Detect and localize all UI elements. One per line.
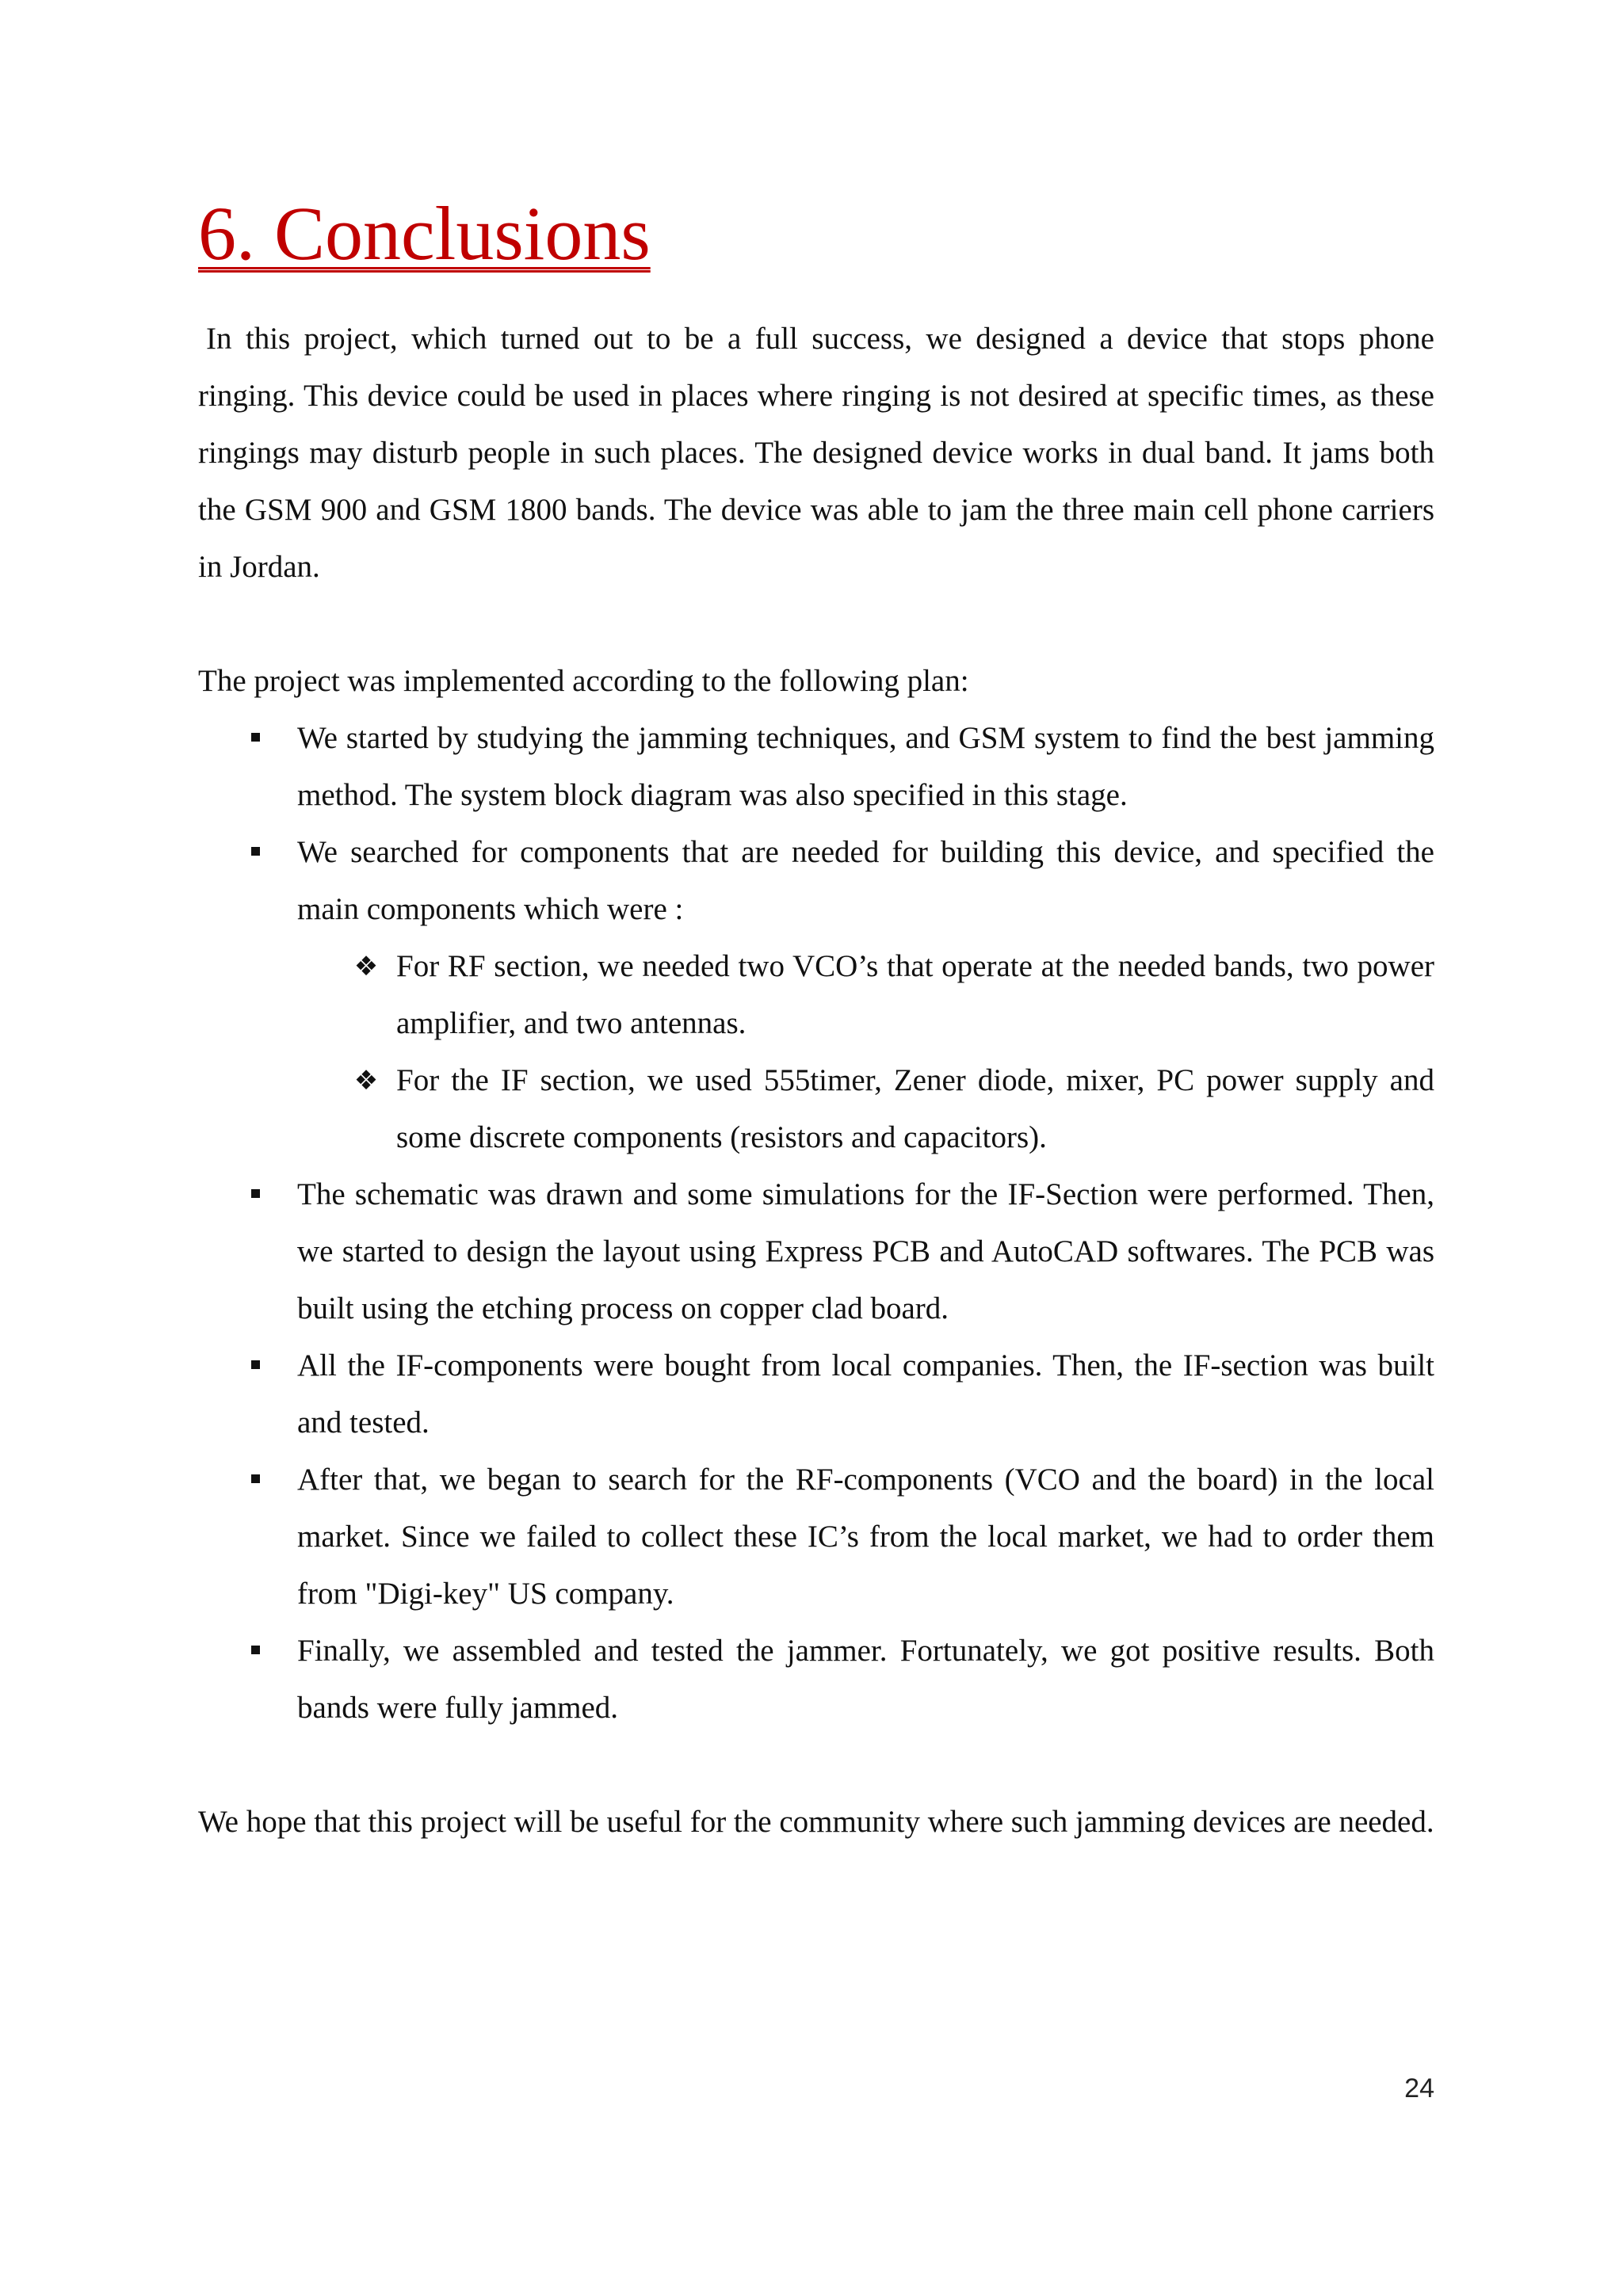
- plan-step-text: We started by studying the jamming techniques, and GSM system to find the best jamming method. The system block diagram was also specified in this stage.: [297, 721, 1434, 813]
- component-item-text: For RF section, we needed two VCO’s that operate at the needed bands, two power amplifier, and two antennas.: [396, 949, 1434, 1041]
- square-bullet-icon: [251, 1360, 260, 1369]
- component-item-if: [198, 1052, 1434, 1166]
- square-bullet-icon: [251, 847, 260, 856]
- plan-step-text: After that, we began to search for the RF-components (VCO and the board) in the local market. Since we failed to collect these IC’s from the local market, we had to order them from "Digi-key" US company.: [297, 1463, 1434, 1611]
- paragraph-spacer: [198, 596, 1434, 653]
- square-bullet-icon: [251, 1189, 260, 1198]
- intro-paragraph: In this project, which turned out to be a full success, we designed a device that stops phone ringing. This device could be used in places where ringing is not desired at specific times, as these ringings may disturb people in such places. The designed device works in dual band. It jams both the GSM 900 and GSM 1800 bands. The device was able to jam the three main cell phone carriers in Jordan.: [198, 322, 1434, 585]
- plan-step-text: All the IF-components were bought from local companies. Then, the IF-section was built and tested.: [297, 1348, 1434, 1440]
- plan-step-text: Finally, we assembled and tested the jammer. Fortunately, we got positive results. Both bands were fully jammed.: [297, 1634, 1434, 1726]
- component-item-rf: [198, 938, 1434, 1052]
- plan-step-3: [198, 1166, 1434, 1337]
- component-item-text: For the IF section, we used 555timer, Zener diode, mixer, PC power supply and some discrete components (resistors and capacitors).: [396, 1063, 1434, 1155]
- plan-step-text: We searched for components that are needed for building this device, and specified the main components which were :: [297, 835, 1434, 927]
- plan-step-1: [198, 710, 1434, 824]
- plan-list: [198, 710, 1434, 938]
- plan-step-6: [198, 1623, 1434, 1737]
- plan-step-2: [198, 824, 1434, 938]
- closing-paragraph: We hope that this project will be useful for the community where such jamming devices are needed.: [198, 1805, 1434, 1840]
- square-bullet-icon: [251, 733, 260, 742]
- four-diamond-bullet-icon: ❖: [353, 1065, 379, 1097]
- plan-step-4: [198, 1337, 1434, 1451]
- section-title: 6. Conclusions: [198, 191, 651, 276]
- plan-intro: The project was implemented according to the following plan:: [198, 664, 969, 699]
- document-content: [198, 190, 1434, 1851]
- plan-step-text: The schematic was drawn and some simulations for the IF-Section were performed. Then, we started to design the layout using Express PCB and AutoCAD softwares. The PCB was built using the etching process on copper clad board.: [297, 1177, 1434, 1326]
- plan-list-continued: [198, 1166, 1434, 1737]
- plan-step-5: [198, 1451, 1434, 1623]
- four-diamond-bullet-icon: ❖: [353, 951, 379, 983]
- square-bullet-icon: [251, 1474, 260, 1483]
- components-list: [198, 938, 1434, 1166]
- page-number: 24: [1404, 2073, 1434, 2103]
- paragraph-spacer: [198, 1737, 1434, 1794]
- square-bullet-icon: [251, 1646, 260, 1654]
